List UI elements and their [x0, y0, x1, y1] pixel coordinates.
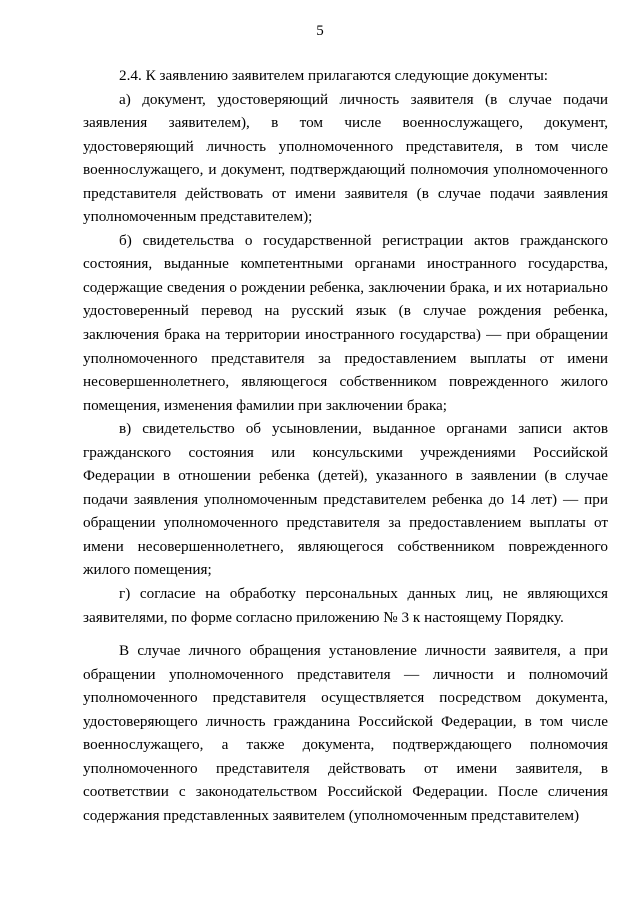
document-body	[83, 64, 608, 828]
paragraph-item-a: а) документ, удостоверяющий личность заявителя (в случае подачи заявления заявителем), в том числе военнослужащего, документ, удостоверяющий личность уполномоченного представителя, в том числе военнослужащего, и документ, подтверждающий полномочия уполномоченного представителя действовать от имени заявителя (в случае подачи заявления уполномоченным представителем);	[83, 90, 608, 226]
paragraph-documents-list-intro: 2.4. К заявлению заявителем прилагаются следующие документы:	[119, 67, 548, 84]
page-number: 5	[316, 23, 324, 39]
paragraph-item-v: в) свидетельство об усыновлении, выданное органами записи актов гражданского состояния или консульскими учреждениями Российской Федерации в отношении ребенка (детей), указанного в заявлении (в случае подачи заявления уполномоченным представителем ребенка до 14 лет) — при обращении уполномоченного представителя за предоставлением выплаты от имени несовершеннолетнего, являющегося собственником поврежденного жилого помещения;	[83, 420, 608, 579]
paragraph-item-g: г) согласие на обработку персональных данных лиц, не являющихся заявителями, по форме согласно приложению № 3 к настоящему Порядку.	[83, 585, 608, 626]
paragraph-item-b: б) свидетельства о государственной регистрации актов гражданского состояния, выданные компетентными органами иностранного государства, содержащие сведения о рождении ребенка, заключении брака, и их нотариально удостоверенный перевод на русский язык (в случае рождения ребенка, заключения брака на территории иностранного государства) — при обращении уполномоченного представителя за предоставлением выплаты от имени несовершеннолетнего, являющегося собственником поврежденного жилого помещения, изменения фамилии при заключении брака;	[83, 231, 608, 414]
paragraph-identity-verification: В случае личного обращения установление личности заявителя, а при обращении уполномоченного представителя — личности и полномочий уполномоченного представителя осуществляется посредством документа, удостоверяющего личность гражданина Российской Федерации, в том числе военнослужащего, а также документа, подтверждающего полномочия уполномоченного представителя действовать от имени заявителя, в соответствии с законодательством Российской Федерации. После сличения содержания представленных заявителем (уполномоченным представителем)	[83, 642, 608, 824]
